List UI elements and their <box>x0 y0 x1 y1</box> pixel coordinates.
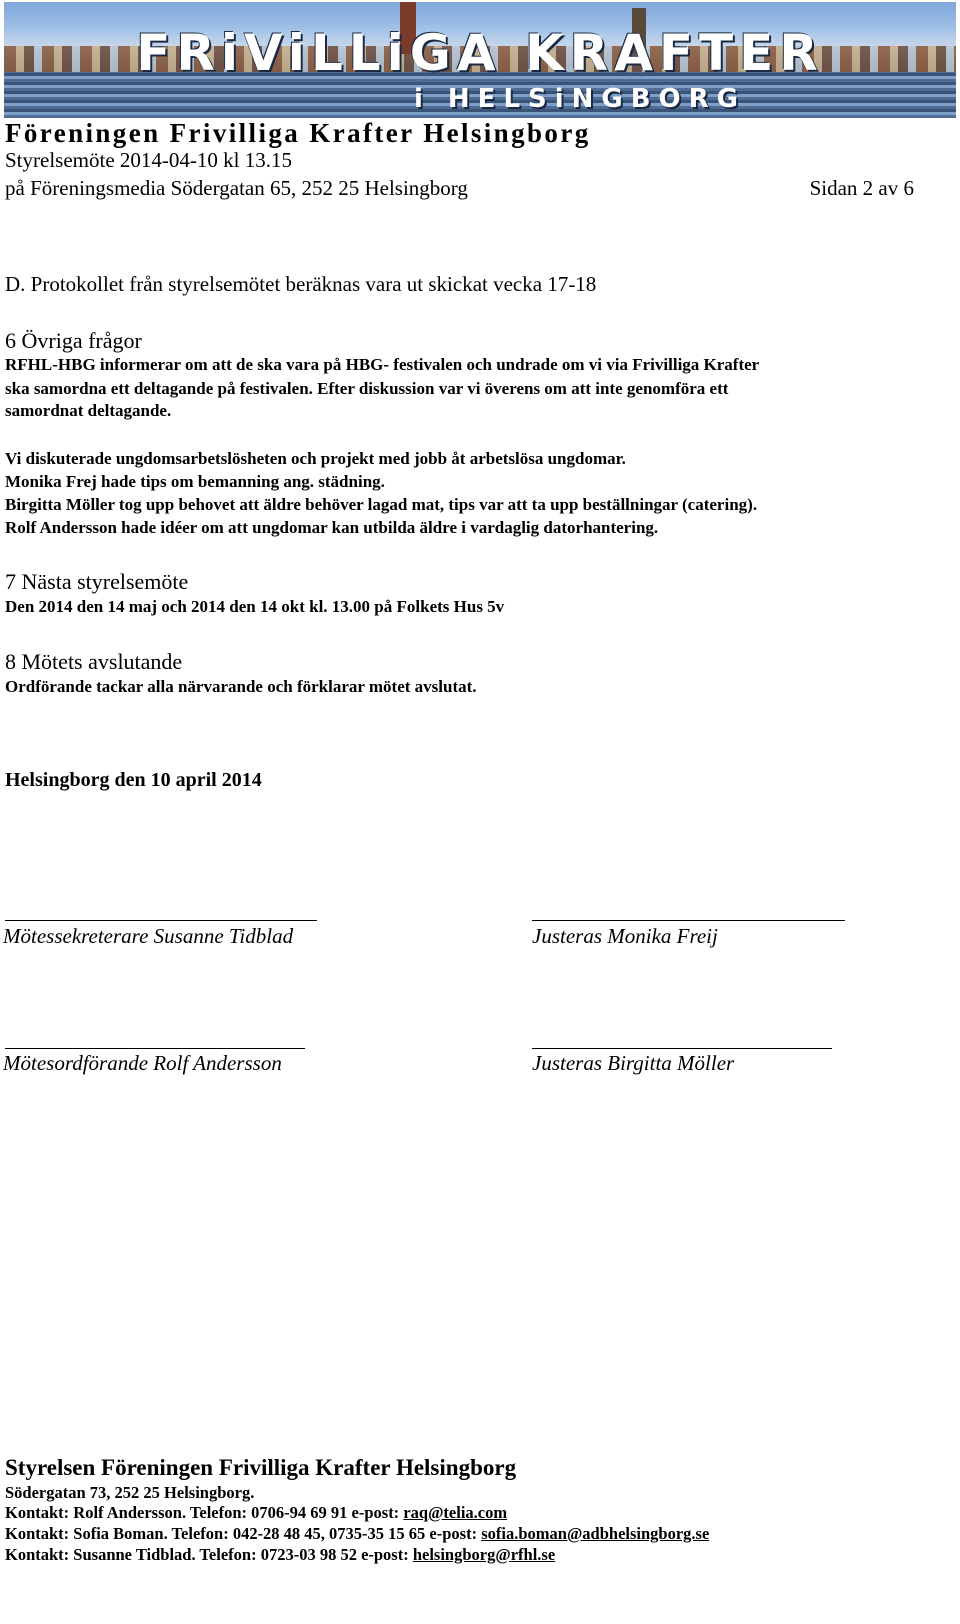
section-heading-avslutande: 8 Mötets avslutande <box>5 649 183 674</box>
meeting-location: på Föreningsmedia Södergatan 65, 252 25 Helsingborg <box>5 176 468 200</box>
footer-contact-text: Kontakt: Susanne Tidblad. Telefon: 0723-03 98 52 e-post: <box>5 1545 413 1564</box>
page-number: Sidan 2 av 6 <box>809 176 914 200</box>
footer-title: Styrelsen Föreningen Frivilliga Krafter Helsingborg <box>5 1455 517 1480</box>
section-heading-ovriga: 6 Övriga frågor <box>5 328 142 353</box>
footer-contact <box>5 1503 507 1523</box>
section-text-nasta: Den 2014 den 14 maj och 2014 den 14 okt kl. 13.00 på Folkets Hus 5v <box>5 597 505 616</box>
footer-contact-text: Kontakt: Rolf Andersson. Telefon: 0706-94 69 91 e-post: <box>5 1503 404 1522</box>
paragraph-line: RFHL-HBG informerar om att de ska vara på HBG- festivalen och undrade om vi via Frivilliga Krafter <box>5 355 760 374</box>
signature-line <box>5 920 317 921</box>
organization-name: Föreningen Frivilliga Krafter Helsingborg <box>5 118 591 148</box>
footer-email-link[interactable]: sofia.boman@adbhelsingborg.se <box>481 1524 710 1543</box>
paragraph-line: Monika Frej hade tips om bemanning ang. städning. <box>5 472 385 491</box>
paragraph-line: ska samordna ett deltagande på festivalen. Efter diskussion var vi överens om att inte genomföra ett <box>5 379 729 398</box>
footer-contact <box>5 1524 709 1544</box>
section-text-avslutande: Ordförande tackar alla närvarande och förklarar mötet avslutat. <box>5 677 477 696</box>
paragraph-line: Rolf Andersson hade idéer om att ungdomar kan utbilda äldre i vardaglig datorhantering. <box>5 518 659 537</box>
banner-subtitle: i HELSiNGBORG <box>413 84 747 114</box>
banner-title: FRiViLLiGA KRAFTER <box>136 24 824 82</box>
paragraph-line: Vi diskuterade ungdomsarbetslösheten och projekt med jobb åt arbetslösa ungdomar. <box>5 449 626 468</box>
signature-adjuster-2: Justeras Birgitta Möller <box>532 1051 735 1075</box>
footer-address: Södergatan 73, 252 25 Helsingborg. <box>5 1483 255 1502</box>
signature-adjuster-1: Justeras Monika Freij <box>532 924 718 948</box>
section-heading-nasta: 7 Nästa styrelsemöte <box>5 569 189 594</box>
footer-email-link[interactable]: raq@telia.com <box>403 1503 508 1522</box>
footer-contact <box>5 1545 555 1565</box>
item-d: D. Protokollet från styrelsemötet beräknas vara ut skickat vecka 17-18 <box>5 272 597 296</box>
signature-line <box>5 1048 305 1049</box>
signature-secretary: Mötessekreterare Susanne Tidblad <box>3 924 294 948</box>
footer-contact-text: Kontakt: Sofia Boman. Telefon: 042-28 48 45, 0735-35 15 65 e-post: <box>5 1524 482 1543</box>
footer-email-link[interactable]: helsingborg@rfhl.se <box>412 1545 556 1564</box>
paragraph-line: samordnat deltagande. <box>5 401 172 420</box>
paragraph-line: Birgitta Möller tog upp behovet att äldre behöver lagad mat, tips var att ta upp beställningar (catering). <box>5 495 758 514</box>
meeting-title: Styrelsemöte 2014-04-10 kl 13.15 <box>5 148 292 172</box>
header-banner <box>4 2 956 118</box>
signature-line <box>532 920 845 921</box>
signature-chair: Mötesordförande Rolf Andersson <box>3 1051 282 1075</box>
signature-line <box>532 1048 832 1049</box>
place-date: Helsingborg den 10 april 2014 <box>5 769 262 791</box>
